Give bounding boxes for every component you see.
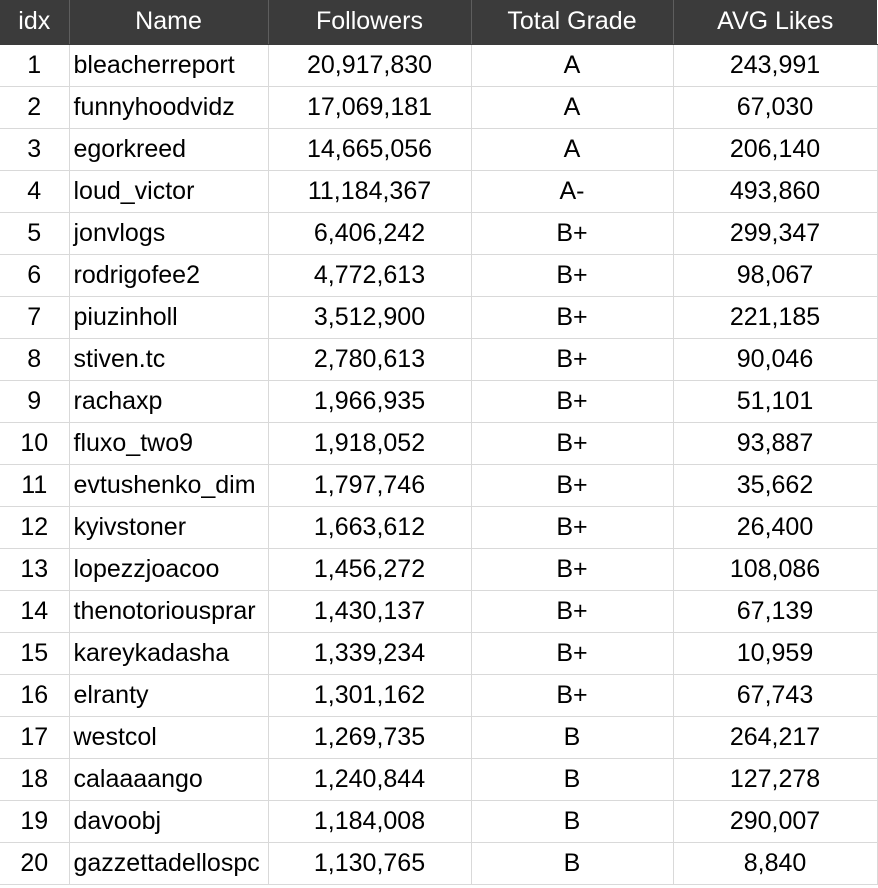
table-row bbox=[0, 128, 877, 170]
cell-avg-likes[interactable]: 264,217 bbox=[673, 716, 877, 758]
cell-avg-likes[interactable]: 243,991 bbox=[673, 44, 877, 86]
cell-total-grade[interactable]: B+ bbox=[471, 506, 673, 548]
cell-avg-likes[interactable]: 127,278 bbox=[673, 758, 877, 800]
table-row bbox=[0, 674, 877, 716]
cell-name[interactable]: kareykadasha bbox=[69, 632, 268, 674]
cell-followers[interactable]: 1,456,272 bbox=[268, 548, 471, 590]
cell-avg-likes[interactable]: 93,887 bbox=[673, 422, 877, 464]
table-body bbox=[0, 44, 877, 884]
cell-followers[interactable]: 2,780,613 bbox=[268, 338, 471, 380]
table-row bbox=[0, 380, 877, 422]
table-row bbox=[0, 800, 877, 842]
cell-idx[interactable]: 20 bbox=[0, 842, 69, 884]
cell-followers[interactable]: 1,966,935 bbox=[268, 380, 471, 422]
cell-followers[interactable]: 4,772,613 bbox=[268, 254, 471, 296]
column-header-total-grade[interactable]: Total Grade bbox=[471, 0, 673, 44]
cell-avg-likes[interactable]: 51,101 bbox=[673, 380, 877, 422]
cell-total-grade[interactable]: B+ bbox=[471, 338, 673, 380]
cell-avg-likes[interactable]: 90,046 bbox=[673, 338, 877, 380]
table-row bbox=[0, 632, 877, 674]
cell-followers[interactable]: 11,184,367 bbox=[268, 170, 471, 212]
table-row bbox=[0, 842, 877, 884]
cell-name[interactable]: jonvlogs bbox=[69, 212, 268, 254]
column-header-name[interactable]: Name bbox=[69, 0, 268, 44]
cell-avg-likes[interactable]: 35,662 bbox=[673, 464, 877, 506]
cell-avg-likes[interactable]: 493,860 bbox=[673, 170, 877, 212]
cell-name[interactable]: kyivstoner bbox=[69, 506, 268, 548]
cell-avg-likes[interactable]: 26,400 bbox=[673, 506, 877, 548]
cell-followers[interactable]: 1,918,052 bbox=[268, 422, 471, 464]
cell-name[interactable]: elranty bbox=[69, 674, 268, 716]
cell-name[interactable]: fluxo_two9 bbox=[69, 422, 268, 464]
cell-name[interactable]: rachaxp bbox=[69, 380, 268, 422]
table-row bbox=[0, 338, 877, 380]
table-row bbox=[0, 254, 877, 296]
table-row bbox=[0, 464, 877, 506]
cell-name[interactable]: davoobj bbox=[69, 800, 268, 842]
cell-followers[interactable]: 1,240,844 bbox=[268, 758, 471, 800]
cell-total-grade[interactable]: A bbox=[471, 44, 673, 86]
cell-avg-likes[interactable]: 8,840 bbox=[673, 842, 877, 884]
cell-avg-likes[interactable]: 67,743 bbox=[673, 674, 877, 716]
cell-name[interactable]: lopezzjoacoo bbox=[69, 548, 268, 590]
cell-avg-likes[interactable]: 98,067 bbox=[673, 254, 877, 296]
cell-total-grade[interactable]: A- bbox=[471, 170, 673, 212]
table-row bbox=[0, 548, 877, 590]
header-row bbox=[0, 0, 877, 44]
cell-total-grade[interactable]: B bbox=[471, 716, 673, 758]
cell-idx[interactable]: 13 bbox=[0, 548, 69, 590]
table-row bbox=[0, 590, 877, 632]
cell-total-grade[interactable]: B+ bbox=[471, 548, 673, 590]
cell-idx[interactable]: 11 bbox=[0, 464, 69, 506]
cell-followers[interactable]: 3,512,900 bbox=[268, 296, 471, 338]
cell-name[interactable]: stiven.tc bbox=[69, 338, 268, 380]
cell-followers[interactable]: 1,339,234 bbox=[268, 632, 471, 674]
cell-idx[interactable]: 9 bbox=[0, 380, 69, 422]
cell-name[interactable]: westcol bbox=[69, 716, 268, 758]
cell-followers[interactable]: 1,301,162 bbox=[268, 674, 471, 716]
cell-idx[interactable]: 12 bbox=[0, 506, 69, 548]
cell-name[interactable]: egorkreed bbox=[69, 128, 268, 170]
table-row bbox=[0, 716, 877, 758]
table-row bbox=[0, 758, 877, 800]
cell-idx[interactable]: 5 bbox=[0, 212, 69, 254]
cell-name[interactable]: thenotoriousprar bbox=[69, 590, 268, 632]
table-row bbox=[0, 170, 877, 212]
cell-total-grade[interactable]: B+ bbox=[471, 212, 673, 254]
table-header bbox=[0, 0, 877, 44]
cell-followers[interactable]: 1,269,735 bbox=[268, 716, 471, 758]
cell-idx[interactable]: 16 bbox=[0, 674, 69, 716]
cell-followers[interactable]: 1,430,137 bbox=[268, 590, 471, 632]
cell-total-grade[interactable]: B+ bbox=[471, 422, 673, 464]
cell-total-grade[interactable]: A bbox=[471, 86, 673, 128]
cell-idx[interactable]: 8 bbox=[0, 338, 69, 380]
table-row bbox=[0, 44, 877, 86]
cell-idx[interactable]: 3 bbox=[0, 128, 69, 170]
cell-total-grade[interactable]: B+ bbox=[471, 590, 673, 632]
cell-avg-likes[interactable]: 290,007 bbox=[673, 800, 877, 842]
cell-idx[interactable]: 18 bbox=[0, 758, 69, 800]
cell-avg-likes[interactable]: 67,139 bbox=[673, 590, 877, 632]
cell-total-grade[interactable]: B+ bbox=[471, 380, 673, 422]
cell-followers[interactable]: 6,406,242 bbox=[268, 212, 471, 254]
cell-idx[interactable]: 17 bbox=[0, 716, 69, 758]
table-row bbox=[0, 422, 877, 464]
cell-idx[interactable]: 7 bbox=[0, 296, 69, 338]
cell-idx[interactable]: 1 bbox=[0, 44, 69, 86]
cell-name[interactable]: evtushenko_dim bbox=[69, 464, 268, 506]
cell-total-grade[interactable]: B+ bbox=[471, 464, 673, 506]
table-row bbox=[0, 212, 877, 254]
cell-followers[interactable]: 17,069,181 bbox=[268, 86, 471, 128]
cell-followers[interactable]: 1,184,008 bbox=[268, 800, 471, 842]
cell-name[interactable]: funnyhoodvidz bbox=[69, 86, 268, 128]
cell-avg-likes[interactable]: 221,185 bbox=[673, 296, 877, 338]
cell-name[interactable]: loud_victor bbox=[69, 170, 268, 212]
cell-idx[interactable]: 6 bbox=[0, 254, 69, 296]
table-row bbox=[0, 296, 877, 338]
cell-followers[interactable]: 14,665,056 bbox=[268, 128, 471, 170]
cell-name[interactable]: calaaaango bbox=[69, 758, 268, 800]
cell-name[interactable]: bleacherreport bbox=[69, 44, 268, 86]
cell-followers[interactable]: 20,917,830 bbox=[268, 44, 471, 86]
cell-total-grade[interactable]: B bbox=[471, 842, 673, 884]
cell-idx[interactable]: 10 bbox=[0, 422, 69, 464]
table-row bbox=[0, 86, 877, 128]
cell-avg-likes[interactable]: 67,030 bbox=[673, 86, 877, 128]
cell-idx[interactable]: 2 bbox=[0, 86, 69, 128]
cell-idx[interactable]: 15 bbox=[0, 632, 69, 674]
cell-avg-likes[interactable]: 108,086 bbox=[673, 548, 877, 590]
cell-total-grade[interactable]: B+ bbox=[471, 674, 673, 716]
cell-idx[interactable]: 14 bbox=[0, 590, 69, 632]
cell-followers[interactable]: 1,663,612 bbox=[268, 506, 471, 548]
cell-followers[interactable]: 1,130,765 bbox=[268, 842, 471, 884]
cell-total-grade[interactable]: B bbox=[471, 800, 673, 842]
column-header-avg-likes[interactable]: AVG Likes bbox=[673, 0, 877, 44]
cell-name[interactable]: piuzinholl bbox=[69, 296, 268, 338]
cell-total-grade[interactable]: B+ bbox=[471, 632, 673, 674]
table-row bbox=[0, 506, 877, 548]
cell-idx[interactable]: 4 bbox=[0, 170, 69, 212]
cell-total-grade[interactable]: A bbox=[471, 128, 673, 170]
cell-name[interactable]: gazzettadellospc bbox=[69, 842, 268, 884]
cell-total-grade[interactable]: B+ bbox=[471, 254, 673, 296]
cell-idx[interactable]: 19 bbox=[0, 800, 69, 842]
cell-followers[interactable]: 1,797,746 bbox=[268, 464, 471, 506]
cell-total-grade[interactable]: B bbox=[471, 758, 673, 800]
column-header-idx[interactable]: idx bbox=[0, 0, 69, 44]
cell-avg-likes[interactable]: 10,959 bbox=[673, 632, 877, 674]
cell-avg-likes[interactable]: 206,140 bbox=[673, 128, 877, 170]
column-header-followers[interactable]: Followers bbox=[268, 0, 471, 44]
cell-avg-likes[interactable]: 299,347 bbox=[673, 212, 877, 254]
cell-total-grade[interactable]: B+ bbox=[471, 296, 673, 338]
cell-name[interactable]: rodrigofee2 bbox=[69, 254, 268, 296]
